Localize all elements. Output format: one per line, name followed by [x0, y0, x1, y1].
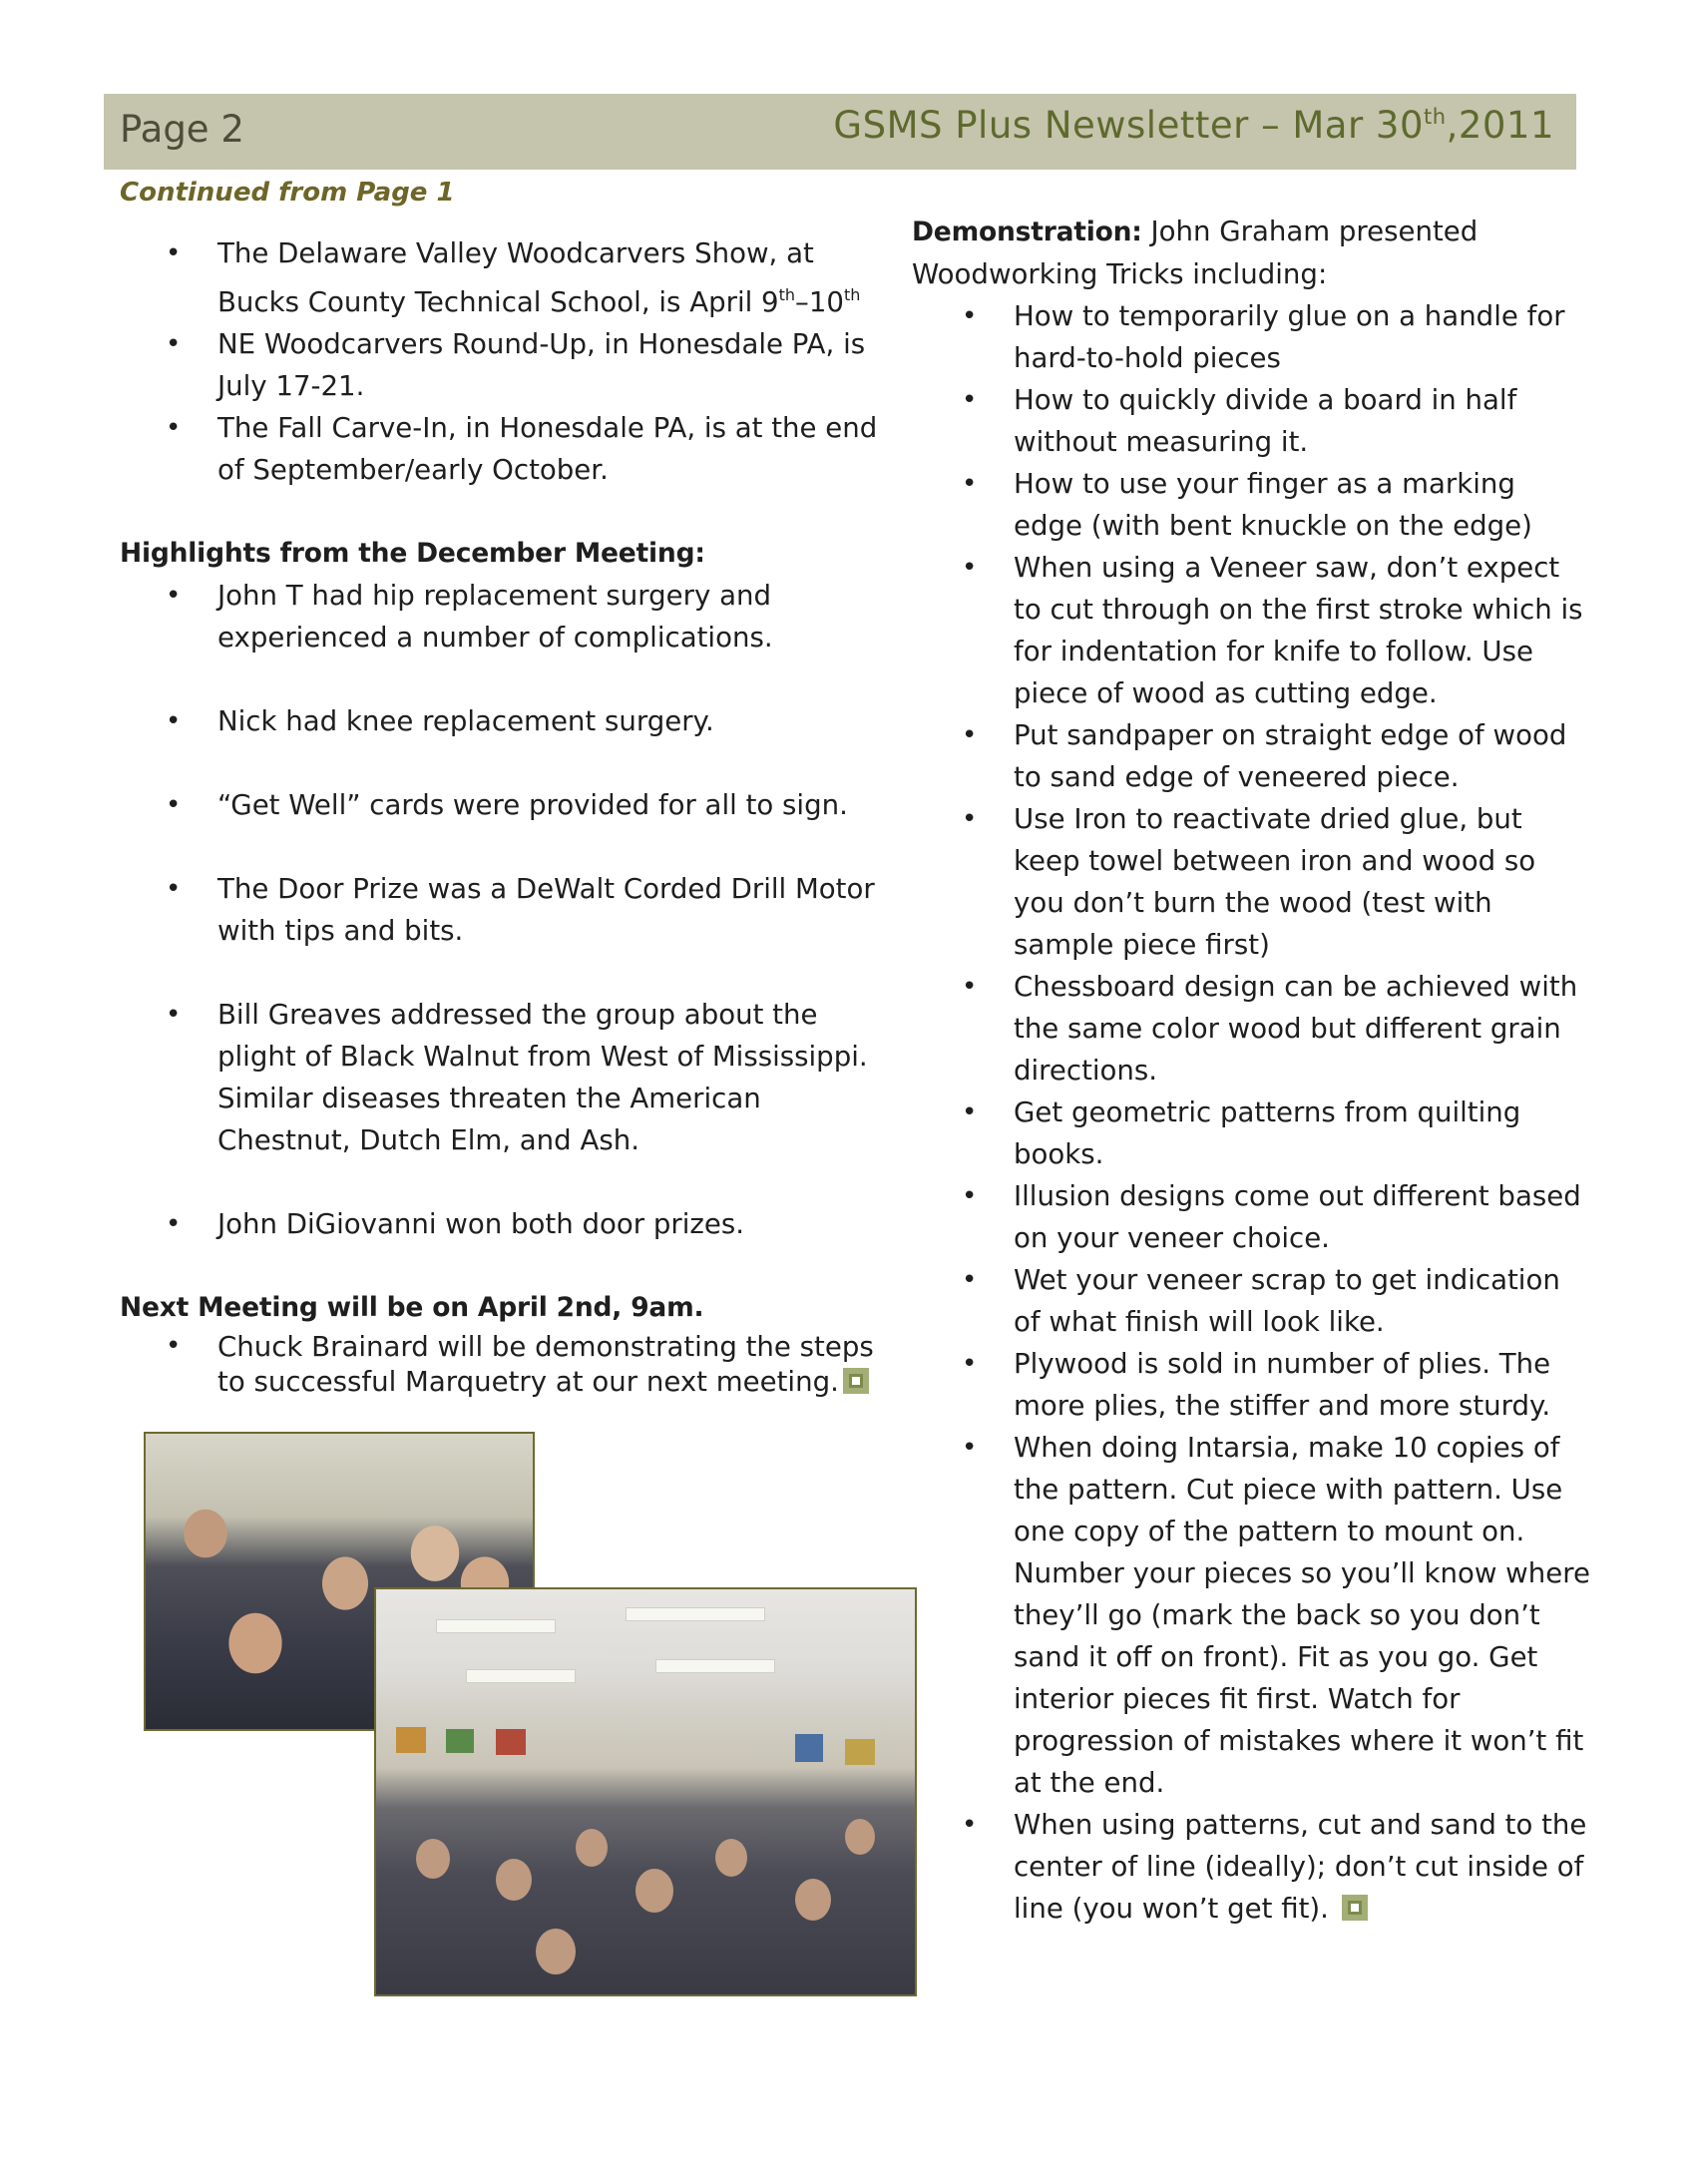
wall-poster — [496, 1729, 526, 1755]
list-item: • Chuck Brainard will be demonstrating the steps to successful Marquetry at our next meeting. — [120, 1329, 878, 1399]
list-item: • Illusion designs come out different based on your veneer choice. — [912, 1175, 1590, 1259]
audience-head — [635, 1869, 673, 1913]
demonstration-intro: Demonstration: John Graham presented Woodworking Tricks including: — [912, 215, 1478, 290]
audience-head — [715, 1839, 747, 1877]
highlights-list — [120, 575, 878, 1245]
ceiling-light — [626, 1607, 765, 1621]
header-bar — [104, 94, 1576, 170]
continued-label: Continued from Page 1 — [120, 178, 455, 208]
list-item: • John T had hip replacement surgery and experienced a number of complications. — [120, 575, 878, 658]
list-item: • Put sandpaper on straight edge of wood to sand edge of veneered piece. — [912, 714, 1590, 798]
list-item: • “Get Well” cards were provided for all to sign. — [120, 784, 878, 826]
audience-head — [795, 1879, 831, 1921]
newsletter-title-superscript: th — [1424, 105, 1447, 129]
list-item: • John DiGiovanni won both door prizes. — [120, 1203, 878, 1245]
meeting-photo-room-wide — [374, 1587, 917, 1996]
list-item: • Plywood is sold in number of plies. The more plies, the stiffer and more sturdy. — [912, 1343, 1590, 1427]
end-of-article-icon — [843, 1368, 869, 1394]
left-column — [120, 232, 878, 1399]
newsletter-title-year: ,2011 — [1446, 104, 1554, 147]
ceiling-light — [466, 1669, 576, 1683]
list-item: • Use Iron to reactivate dried glue, but keep towel between iron and wood so you don’t burn the wood (test with sample piece first) — [912, 798, 1590, 966]
list-item: • NE Woodcarvers Round-Up, in Honesdale PA, is July 17-21. — [120, 323, 878, 407]
list-item: • The Delaware Valley Woodcarvers Show, at Bucks County Technical School, is April 9th–10th — [120, 232, 878, 323]
audience-head — [496, 1859, 532, 1901]
list-item: • How to use your finger as a marking edge (with bent knuckle on the edge) — [912, 463, 1590, 547]
ceiling-light — [436, 1619, 556, 1633]
wall-poster — [446, 1729, 474, 1753]
next-meeting-heading: Next Meeting will be on April 2nd, 9am. — [120, 1292, 704, 1323]
audience-head — [845, 1819, 875, 1855]
list-item: • How to quickly divide a board in half without measuring it. — [912, 379, 1590, 463]
wall-poster — [795, 1734, 823, 1762]
list-item: • Nick had knee replacement surgery. — [120, 700, 878, 742]
list-item: • How to temporarily glue on a handle for hard-to-hold pieces — [912, 295, 1590, 379]
right-column — [912, 211, 1590, 1930]
list-item: • Wet your veneer scrap to get indication of what finish will look like. — [912, 1259, 1590, 1343]
audience-head — [536, 1929, 576, 1974]
end-of-article-icon — [1342, 1895, 1368, 1921]
newsletter-title-prefix: GSMS Plus Newsletter – Mar 30 — [833, 104, 1425, 147]
audience-head — [576, 1829, 608, 1867]
list-item: • When doing Intarsia, make 10 copies of the pattern. Cut piece with pattern. Use one copy of the pattern to mount on. Number your pieces so you’ll know where they’ll go (mark the back so you don’t sand it off on front). Fit as you go. Get interior pieces fit first. Watch for progression of mistakes where it won’t fit at the end. — [912, 1427, 1590, 1804]
demonstration-label: Demonstration: — [912, 217, 1142, 247]
list-item: • The Fall Carve-In, in Honesdale PA, is at the end of September/early October. — [120, 407, 878, 491]
highlights-heading: Highlights from the December Meeting: — [120, 538, 705, 569]
wall-poster — [845, 1739, 875, 1765]
demonstration-list — [912, 295, 1590, 1930]
list-item: • When using a Veneer saw, don’t expect to cut through on the first stroke which is for indentation for knife to follow. Use piece of wood as cutting edge. — [912, 547, 1590, 714]
audience-head — [416, 1839, 450, 1879]
list-item: • Chessboard design can be achieved with the same color wood but different grain directions. — [912, 966, 1590, 1092]
wall-poster — [396, 1727, 426, 1753]
list-item: • Get geometric patterns from quilting books. — [912, 1092, 1590, 1175]
list-item: • The Door Prize was a DeWalt Corded Drill Motor with tips and bits. — [120, 868, 878, 952]
newsletter-title — [833, 104, 1554, 147]
page-number: Page 2 — [120, 108, 244, 151]
events-list — [120, 232, 878, 491]
list-item: • When using patterns, cut and sand to the center of line (ideally); don’t cut inside of line (you won’t get fit). — [912, 1804, 1590, 1930]
next-meeting-list — [120, 1329, 878, 1399]
list-item: • Bill Greaves addressed the group about the plight of Black Walnut from West of Mississippi. Similar diseases threaten the American Chestnut, Dutch Elm, and Ash. — [120, 994, 878, 1161]
ceiling-light — [655, 1659, 775, 1673]
